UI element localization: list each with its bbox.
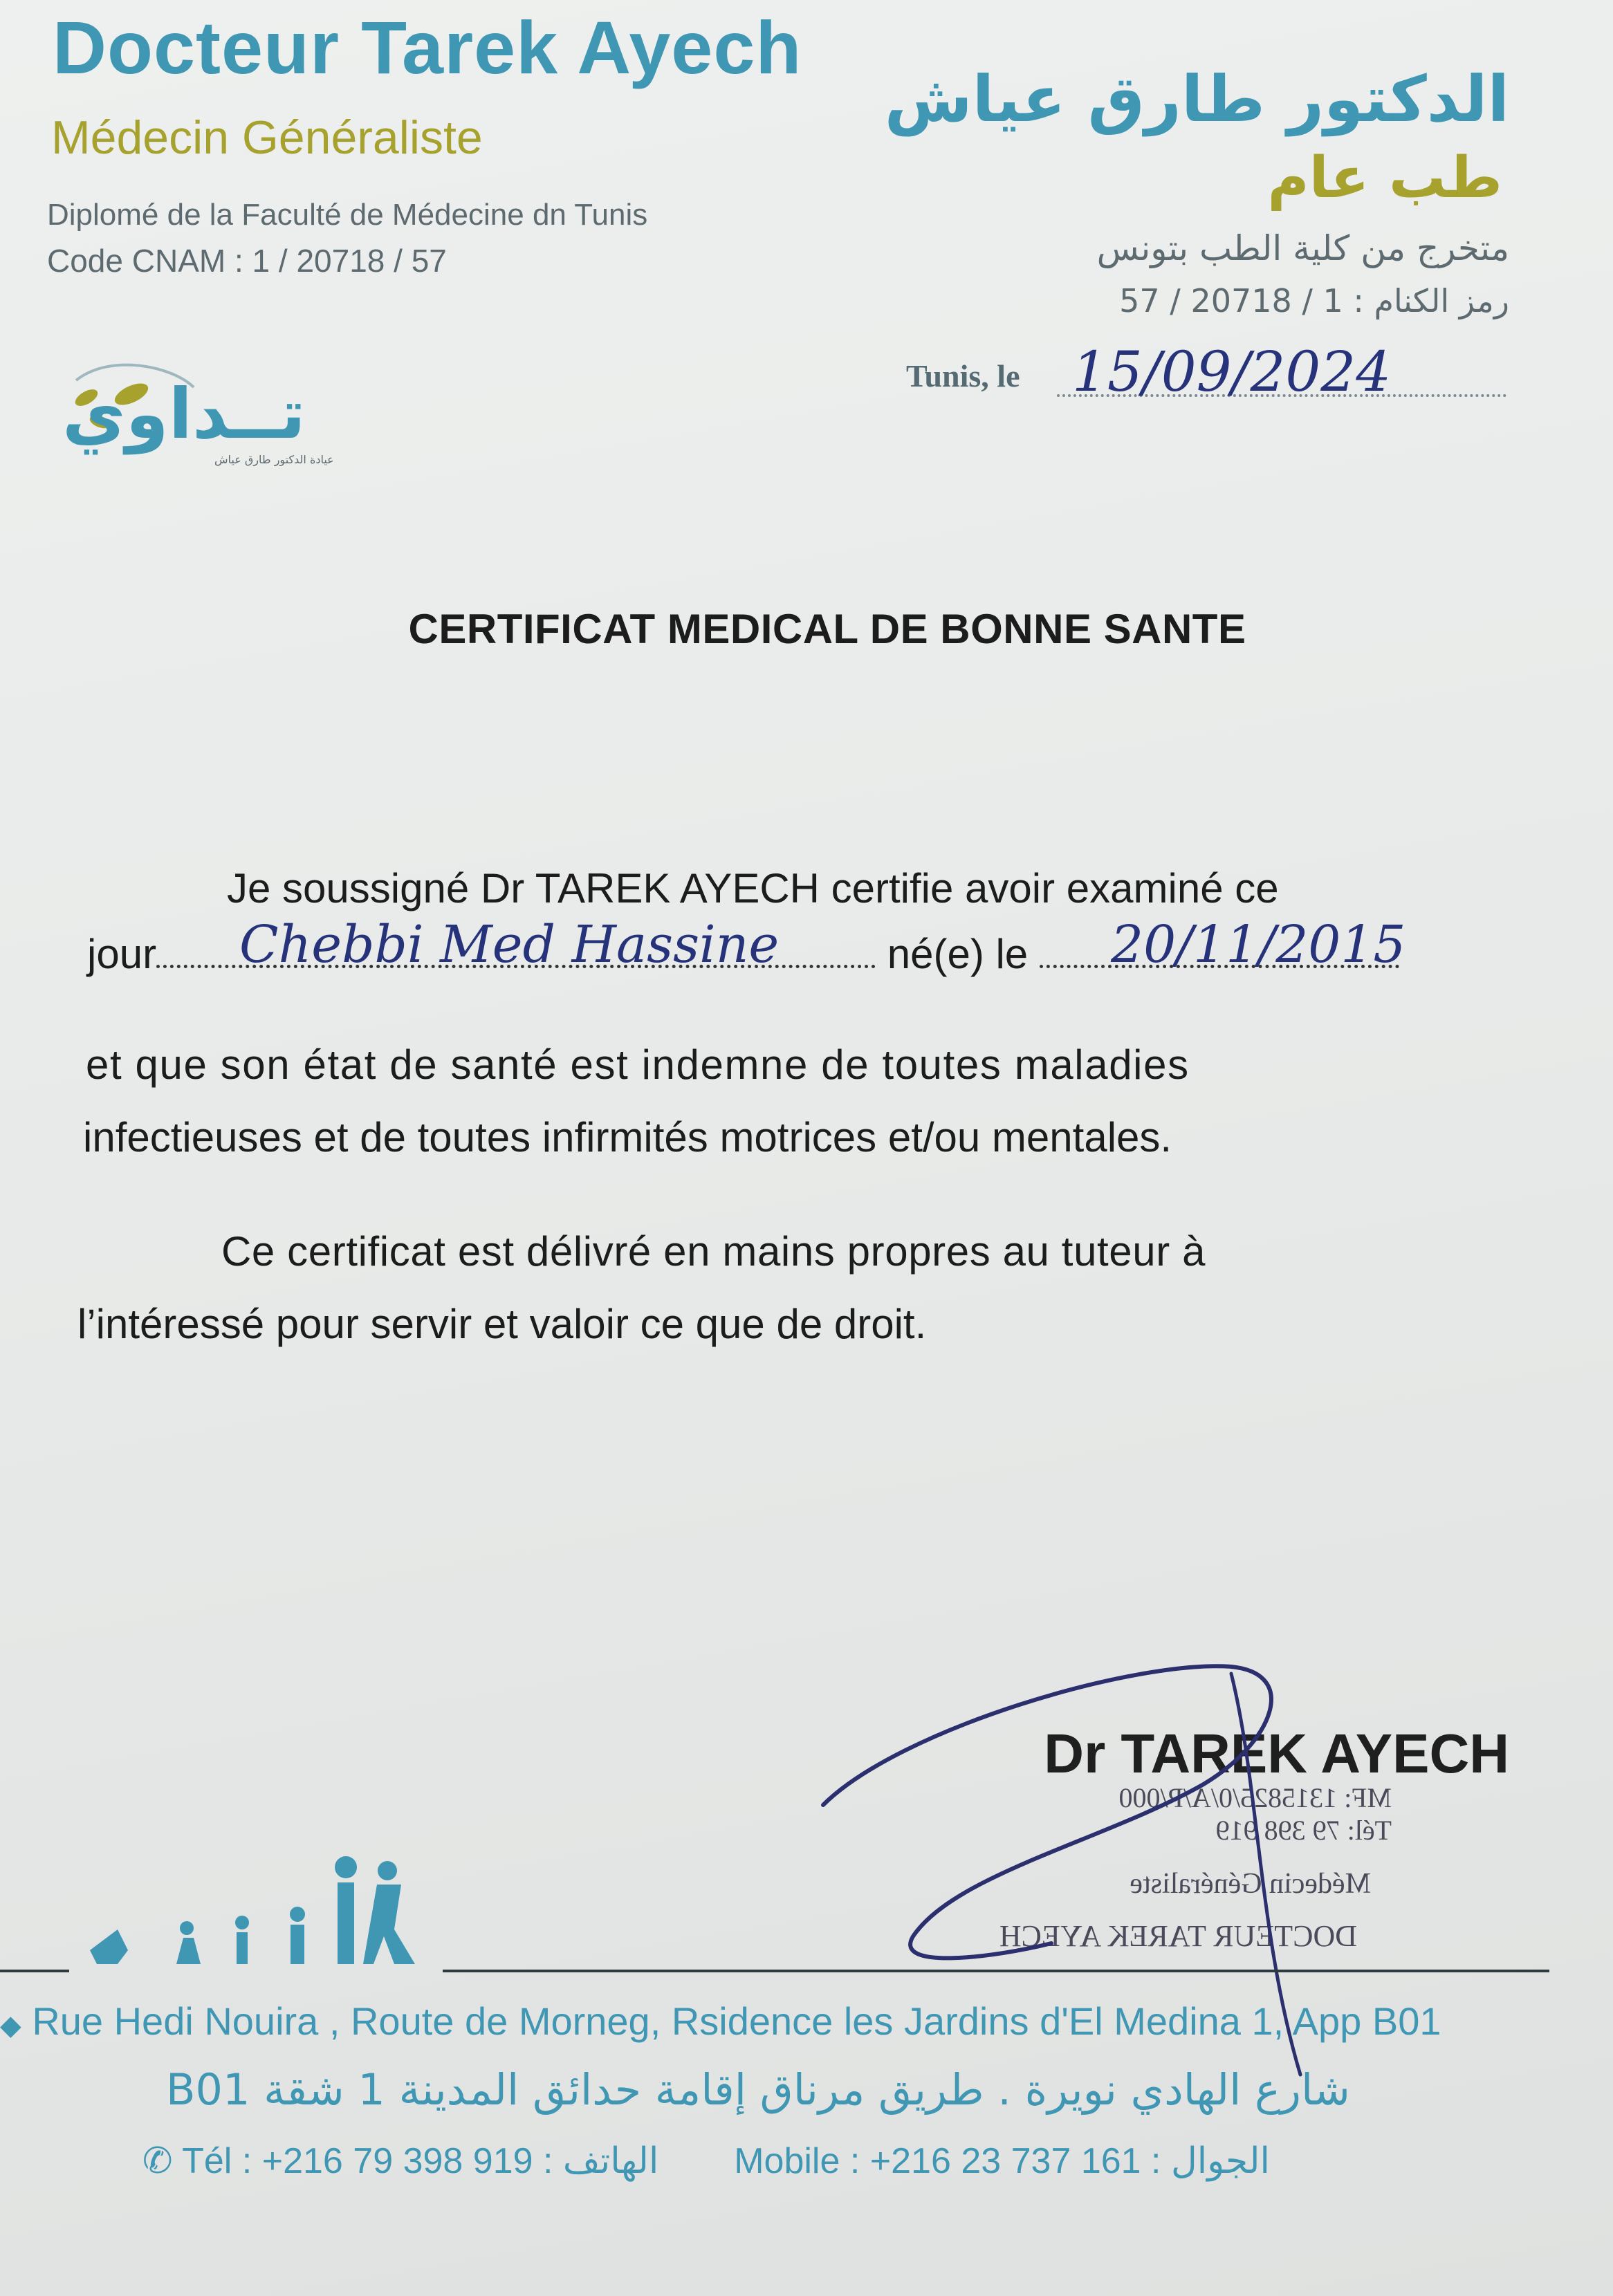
body-line-3: et que son état de santé est indemne de toutes maladies xyxy=(86,1041,1190,1088)
patient-name-handwritten: Chebbi Med Hassine xyxy=(239,915,780,974)
doctor-specialty-arabic: طب عام xyxy=(1267,145,1502,211)
stamp-mf: MF: 1315825/0/A/P/000 xyxy=(1118,1782,1392,1813)
tel-number: +216 79 398 919 xyxy=(261,2141,533,2181)
stamp-specialty: Médecin Généraliste xyxy=(1130,1868,1371,1900)
people-pictogram-icon xyxy=(69,1846,429,1978)
jour-label: jour xyxy=(87,931,157,977)
footer-address xyxy=(0,1999,1441,2044)
body-line-1: Je soussigné Dr TAREK AYECH certifie avoir examiné ce xyxy=(227,865,1279,911)
tel-label-arabic: الهاتف xyxy=(562,2140,659,2182)
mobile-number: +216 23 737 161 xyxy=(869,2141,1141,2181)
clinic-logo xyxy=(48,360,408,470)
logo-subtext: عيادة الدكتور طارق عياش xyxy=(214,453,334,466)
stamp-doctor-name: Dr TAREK AYECH xyxy=(1044,1723,1509,1784)
body-line-6: l’intéressé pour servir et valoir ce que de droit. xyxy=(77,1301,927,1347)
doctor-diploma-arabic: متخرج من كلية الطب بتونس xyxy=(1096,228,1509,268)
footer-contact: ✆ Tél : +216 79 398 919 : الهاتف Mobile : +216 23 737 161 : الجوال xyxy=(142,2140,1270,2182)
birth-date-handwritten: 20/11/2015 xyxy=(1111,915,1406,974)
doctor-cnam-arabic: رمز الكنام : 1 / 20718 / 57 xyxy=(1119,282,1509,320)
body-line-2 xyxy=(87,915,1471,992)
stamp-name-full: DOCTEUR TAREK AYECH xyxy=(999,1919,1357,1953)
footer-line-right xyxy=(443,1970,1549,1972)
stamp-tel: Tél: 79 398 919 xyxy=(1215,1815,1392,1846)
tel-label: Tél xyxy=(182,2141,232,2181)
footer-address-arabic: شارع الهادي نويرة . طريق مرناق إقامة حدائق المدينة 1 شقة B01 xyxy=(166,2064,1350,2115)
date-line xyxy=(899,340,1508,411)
doctor-cnam-code: Code CNAM : 1 / 20718 / 57 xyxy=(47,243,447,279)
location-pin-icon: ◆ xyxy=(0,2010,21,2041)
body-line-5: Ce certificat est délivré en mains propres au tuteur à xyxy=(221,1228,1206,1275)
date-handwritten: 15/09/2024 xyxy=(1072,340,1392,404)
date-label: Tunis, le xyxy=(906,358,1020,394)
footer-address-text: Rue Hedi Nouira , Route de Morneg, Rsidence les Jardins d'El Medina 1, App B01 xyxy=(32,1999,1441,2043)
mobile-label-arabic: الجوال xyxy=(1170,2140,1270,2182)
body-line-4: infectieuses et de toutes infirmités motrices et/ou mentales. xyxy=(83,1114,1172,1160)
footer-line-left xyxy=(0,1970,69,1972)
mobile-label: Mobile xyxy=(734,2141,840,2181)
certificate-title: CERTIFICAT MEDICAL DE BONNE SANTE xyxy=(408,606,1246,652)
doctor-diploma: Diplomé de la Faculté de Médecine dn Tunis xyxy=(47,198,648,232)
phone-icon: ✆ xyxy=(142,2141,173,2181)
doctor-name: Docteur Tarek Ayech xyxy=(53,6,802,89)
doctor-name-arabic: الدكتور طارق عياش xyxy=(884,62,1509,136)
born-label: né(e) le xyxy=(887,931,1029,977)
doctor-specialty: Médecin Généraliste xyxy=(51,111,483,164)
logo-text: تــداوي xyxy=(62,373,306,454)
